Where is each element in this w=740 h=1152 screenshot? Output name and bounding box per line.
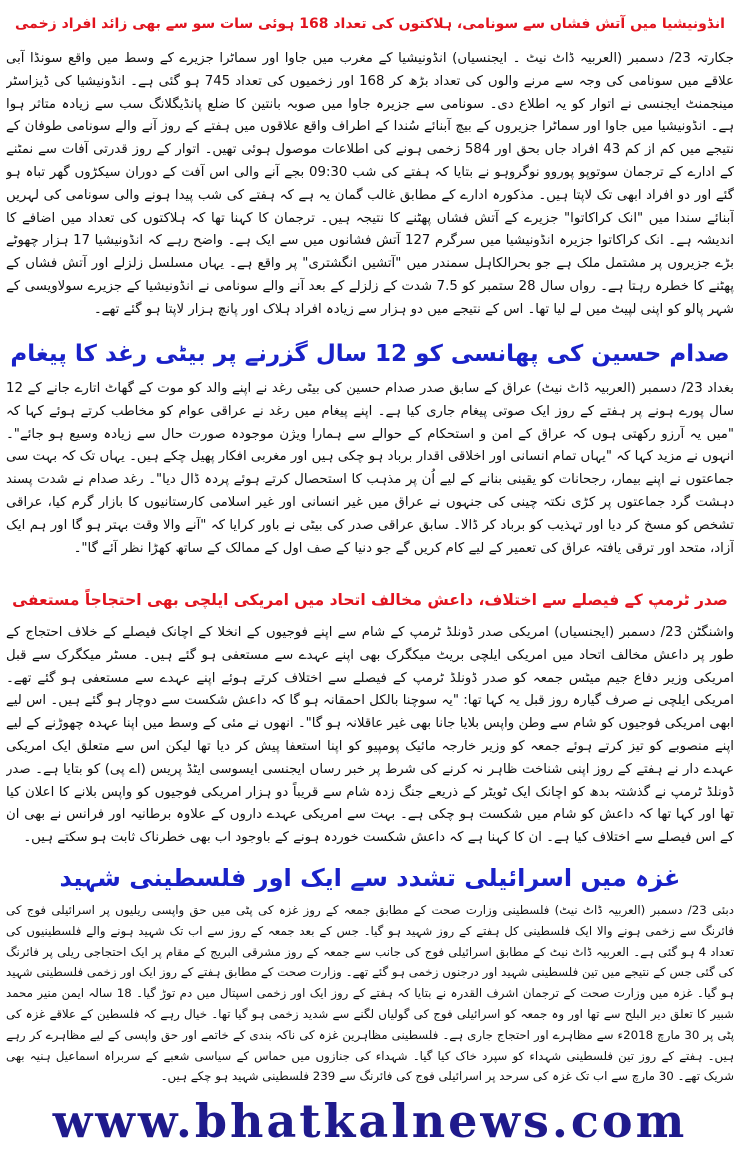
article4-body: دبئی 23/ دسمبر (العربیہ ڈاٹ نیٹ) فلسطینی وزارت صحت کے مطابق جمعہ کے روز غزہ کی پٹی میں حق واپسی ریلیوں پر اسرائیلی فوج کی فائرنگ سے زخمی ہونے والا ایک فلسطینی کل ہفتے کے روز شہید ہو گیا۔ جس کے بعد جمعہ کے روز سے اب تک شہید ہونے والے فلسطینیوں کی تعداد 4 ہو گئی ہے۔ العربیہ ڈاٹ نیٹ کے مطابق اسرائیلی فوج کی جانب سے جمعہ کے روز مشرقی البریج کے مقام پر ایک احتجاجی ریلی پر فائرنگ کی گئی جس کے نتیجے میں تین فلسطینی شہید اور درجنوں زخمی ہو گئے تھے۔ وزارت صحت کے مطابق ہفتے کے روز ایک اور زخمی فلسطینی شہید ہو گیا۔ غزہ میں وزارت صحت کے ترجمان اشرف القدرہ نے بتایا کہ ہفتے کے روز ایک اور زخمی اسپتال میں دم توڑ گیا۔ 18 سالہ ایمن منیر محمد شبیر کا تعلق دیر البلح سے تھا اور وہ جمعہ کو اسرائیلی فوج کی گولیاں لگنے سے شدید زخمی ہو گیا تھا۔ خیال رہے کہ فلسطین کے علاقے غزہ کی پٹی پر 30 مارچ 2018ء سے مظاہرے اور احتجاج جاری ہے۔ فلسطینی مظاہرین غزہ کی ناکہ بندی کے خاتمے اور حق واپسی کے لیے مظاہرے کر رہے ہیں۔ ہفتے کے روز تین فلسطینی شہداء کو سپرد خاک کیا گیا۔ شہداء کی جنازوں میں حماس کے سیاسی شعبے کے سربراہ اسماعیل ہنیہ بھی شریک تھے۔ 30 مارچ سے اب تک غزہ کی سرحد پر اسرائیلی فوج کی فائرنگ سے 239 فلسطینی شہید ہو چکے ہیں۔ xyxy=(6,903,734,1084)
article2-headline: صدام حسین کی پھانسی کو 12 سال گزرنے پر بیٹی رغد کا پیغام xyxy=(10,341,730,367)
article3-body: واشنگٹن 23/ دسمبر (ایجنسیاں) امریکی صدر ڈونلڈ ٹرمپ کے شام سے اپنے فوجیوں کے انخلا کے اچانک فیصلے کے خلاف احتجاج کے طور پر داعش مخالف اتحاد میں امریکی ایلچی بریٹ میکگرک بھی اپنے عہدے سے مستعفی ہو گئے ہیں۔ مسٹر میکگرک سے قبل امریکی وزیر دفاع جیم میٹس جمعہ کو صدر ڈونلڈ ٹرمپ کے فیصلے سے اختلاف کرتے ہوئے اپنے عہدے سے مستعفی ہو گئے تھے۔ امریکی ایلچی نے صرف گیارہ روز قبل یہ کہا تھا: "یہ سوچنا بالکل احمقانہ ہو گا کہ داعش شکست سے دوچار ہو گئے ہیں۔ اس لیے ابھی امریکی فوجیوں کو شام سے وطن واپس بلایا جانا بھی غیر عاقلانہ ہو گا"۔ انھوں نے مئی کے وسط میں اپنا عہدہ چھوڑنے کے لیے اپنے منصوبے کو تیز کرتے ہوئے جمعہ کو وزیر خارجہ مائیک پومپیو کو اپنا استعفا پیش کر دیا تھا لیکن اس سے متعلق ایک امریکی عہدے دار نے ہفتے کے روز اپنی شناخت ظاہر نہ کرنے کی شرط پر خبر رساں ایجنسی ایسوسی ایٹڈ پریس (اے پی) کو بتایا ہے۔ صدر ڈونلڈ ٹرمپ نے گذشتہ بدھ کو اچانک ایک ٹویٹر کے ذریعے جنگ زدہ شام سے قریباً دو ہزار امریکی فوجیوں کو واپس بلانے کا اعلان کیا تھا اور کہا تھا کہ داعش کو شام میں شکست ہو چکی ہے۔ بہت سے امریکی عہدے داروں کے علاوہ برطانیہ اور فرانس نے بھی ان کے اس فیصلے سے اختلاف کیا ہے۔ ان کا کہنا ہے کہ داعش شکست خوردہ ہونے کے باوجود اب بھی خطرناک ثابت ہو سکتے ہیں۔ xyxy=(6,625,734,846)
article1-headline: انڈونیشیا میں آتش فشاں سے سونامی، ہلاکتوں کی تعداد 168 ہوئی سات سو سے بھی زائد افراد زخمی xyxy=(15,16,725,32)
site-url-footer[interactable]: www.bhatkalnews.com xyxy=(52,1094,688,1148)
article2-body: بغداد 23/ دسمبر (العربیہ ڈاٹ نیٹ) عراق کے سابق صدر صدام حسین کی بیٹی رغد نے اپنے والد کو موت کے گھاٹ اتارے جانے کے 12 سال پورے ہونے پر ہفتے کے روز ایک صوتی پیغام جاری کیا ہے۔ اپنے پیغام میں رغد نے عراقی عوام کو مخاطب کرتے ہوئے کہا کہ "میں یہ آرزو رکھتی ہوں کہ عراق کے امن و استحکام کے حوالے سے ہمارا ویژن موجودہ صورت حال سے زیادہ وسیع ہو جائے"۔ انہوں نے مزید کہا کہ "یہاں تمام انسانی اور اخلاقی اقدار برباد ہو چکی ہیں اور مغربی افکار پھیل چکے ہیں۔ یہاں تک کہ بہت سی جماعتوں نے اپنے بیمار، رجحانات کو یقینی بنانے کے لیے اُن پر مذہب کا استحصال کرتے ہوئے پردہ ڈال دیا"۔ رغد صدام نے شدت پسند دہشت گرد جماعتوں پر کڑی نکتہ چینی کی جنہوں نے عراق میں غیر انسانی اور غیر اسلامی کارستانیوں کا بازار گرم کیا، عراقی تشخص کو مسخ کر دیا اور تہذیب کو برباد کر ڈالا۔ سابق عراقی صدر کی بیٹی نے باور کرایا کہ "آنے والا وقت بہتر ہو گا اور ہم ایک آزاد، متحد اور ترقی یافتہ عراق کی تعمیر کے لیے کام کریں گے جو دنیا کے صف اول کے ممالک کے ساتھ کھڑا نظر آئے گا"۔ xyxy=(6,381,734,556)
article3-headline: صدر ٹرمپ کے فیصلے سے اختلاف، داعش مخالف اتحاد میں امریکی ایلچی بھی احتجاجاً مستعفی xyxy=(12,591,728,609)
article1-body: جکارتہ 23/ دسمبر (العربیہ ڈاٹ نیٹ ۔ ایجنسیاں) انڈونیشیا کے مغرب میں جاوا اور سماٹرا جزیرے کے وسط میں واقع سونڈا آبی علاقے میں سونامی کی وجہ سے مرنے والوں کی تعداد بڑھ کر 168 اور زخمیوں کی تعداد 745 ہو گئی ہے۔ انڈونیشیا کی ڈیزاسٹر مینجمنٹ ایجنسی نے اتوار کو یہ اطلاع دی۔ سونامی سے جزیرہ جاوا میں صوبہ بانتین کا ضلع پانڈیگلانگ سب سے زیادہ متاثر ہوا ہے۔ انڈونیشیا میں جاوا اور سماٹرا جزیروں کے بیچ آبنائے سُندا کے اطراف واقع علاقوں میں ہفتے کے روز آنے والے سونامی طوفان کے نتیجے میں کم از کم 43 افراد جاں بحق اور 584 زخمی ہونے کی اطلاعات موصول ہوئی تھیں۔ اتوار کے روز قدرتی آفات سے نمٹنے کے ادارے کے ترجمان سوتوپو پوروو نوگروہو نے بتایا کہ ہفتے کی شب 09:30 بجے آنے والی اس آفت کے دوران سیکڑوں گھر تباہ ہو گئے اور دو افراد ابھی تک لاپتا ہیں۔ مذکورہ ادارے کے مطابق غالب گمان یہ ہے کہ ہفتے کی شب پیدا ہونے والی سونامی کی لہریں آبنائے سندا میں "انک کراکاتوا" جزیرے کے آتش فشاں پھٹنے کا نتیجہ ہیں۔ ترجمان کا کہنا تھا کہ ہلاکتوں کی تعداد میں اضافے کا اندیشہ ہے۔ انک کراکاتوا جزیرہ انڈونیشیا میں سرگرم 127 آتش فشانوں میں سے ایک ہے۔ واضح رہے کہ انڈونیشیا 17 ہزار چھوٹے بڑے جزیروں پر مشتمل ملک ہے جو بحرالکاہل سمندر میں "آتشیں انگشتری" پر واقع ہے۔ یہاں مسلسل زلزلے اور آتش فشاں کے پھٹنے کا خطرہ رہتا ہے۔ رواں سال 28 ستمبر کو 7.5 شدت کے زلزلے کے بعد آنے والے سونامی نے انڈونیشیا کے جزیرے سولاویسی کے شہر پالو کو اپنی لپیٹ میں لے لیا تھا۔ اس کے نتیجے میں دو ہزار سے زیادہ افراد ہلاک اور پانچ ہزار لاپتا ہو گئے تھے۔ xyxy=(6,51,734,317)
article4-headline: غزہ میں اسرائیلی تشدد سے ایک اور فلسطینی شہید xyxy=(59,864,681,892)
